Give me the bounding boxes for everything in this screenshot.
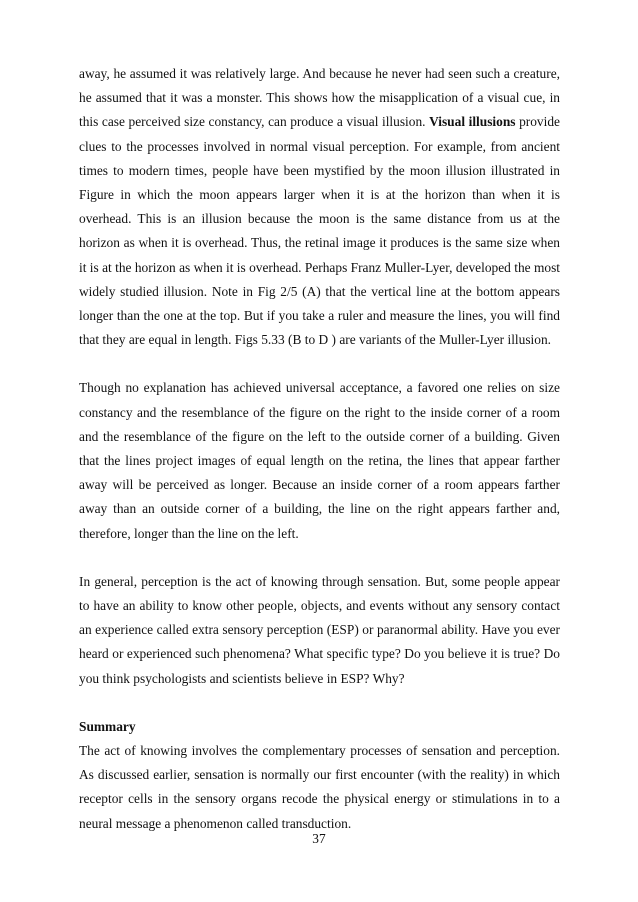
visual-illusions-term: Visual illusions [429, 114, 516, 130]
paragraph-explanation: Though no explanation has achieved universal acceptance, a favored one relies on size constancy and the resemblance of the figure on the right to the inside corner of a room and the resemblance of the figure on the left to the outside corner of a building. Given that the lines project images of equal length on the retina, the lines that appear farther away will be perceived as longer. Because an inside corner of a room appears farther away than an outside corner of a building, the line on the right appears farther and, therefore, longer than the line on the left. [79, 380, 560, 541]
document-page [79, 62, 560, 836]
summary-heading: Summary [79, 718, 136, 734]
paragraph-visual-illusions [79, 62, 560, 352]
paragraph-text-end: provide clues to the processes involved in normal visual perception. For example, from ancient times to modern times, people have been mystified by the moon illusion illustrated in Figure in which the moon appears larger when it is at the horizon than when it is overhead. This is an illusion because the moon is the same distance from us at the horizon as when it is overhead. Thus, the retinal image it produces is the same size when it is at the horizon as when it is overhead. Perhaps Franz Muller-Lyer, developed the most widely studied illusion. Note in Fig 2/5 (A) that the vertical line at the bottom appears longer than the one at the top. But if you take a ruler and measure the lines, you will find that they are equal in length. Figs 5.33 (B to D ) are variants of the Muller-Lyer illusion. [79, 114, 560, 348]
page-number: 37 [312, 831, 326, 846]
summary-paragraph: The act of knowing involves the complementary processes of sensation and perception. As discussed earlier, sensation is normally our first encounter (with the reality) in which receptor cells in the sensory organs recode the physical energy or stimulations in to a neural message a phenomenon called transduction. [79, 743, 560, 831]
paragraph-text-start: away, he assumed it was relatively large. And because he never had seen such a creature, he assumed that it was a monster. This shows how the misapplication of a visual cue, in this case perceived size constancy, can produce a visual illusion. [79, 66, 560, 130]
paragraph-esp: In general, perception is the act of knowing through sensation. But, some people appear to have an ability to know other people, objects, and events without any sensory contact an experience called extra sensory perception (ESP) or paranormal ability. Have you ever heard or experienced such phenomena? What specific type? Do you believe it is true? Do you think psychologists and scientists believe in ESP? Why? [79, 573, 560, 686]
